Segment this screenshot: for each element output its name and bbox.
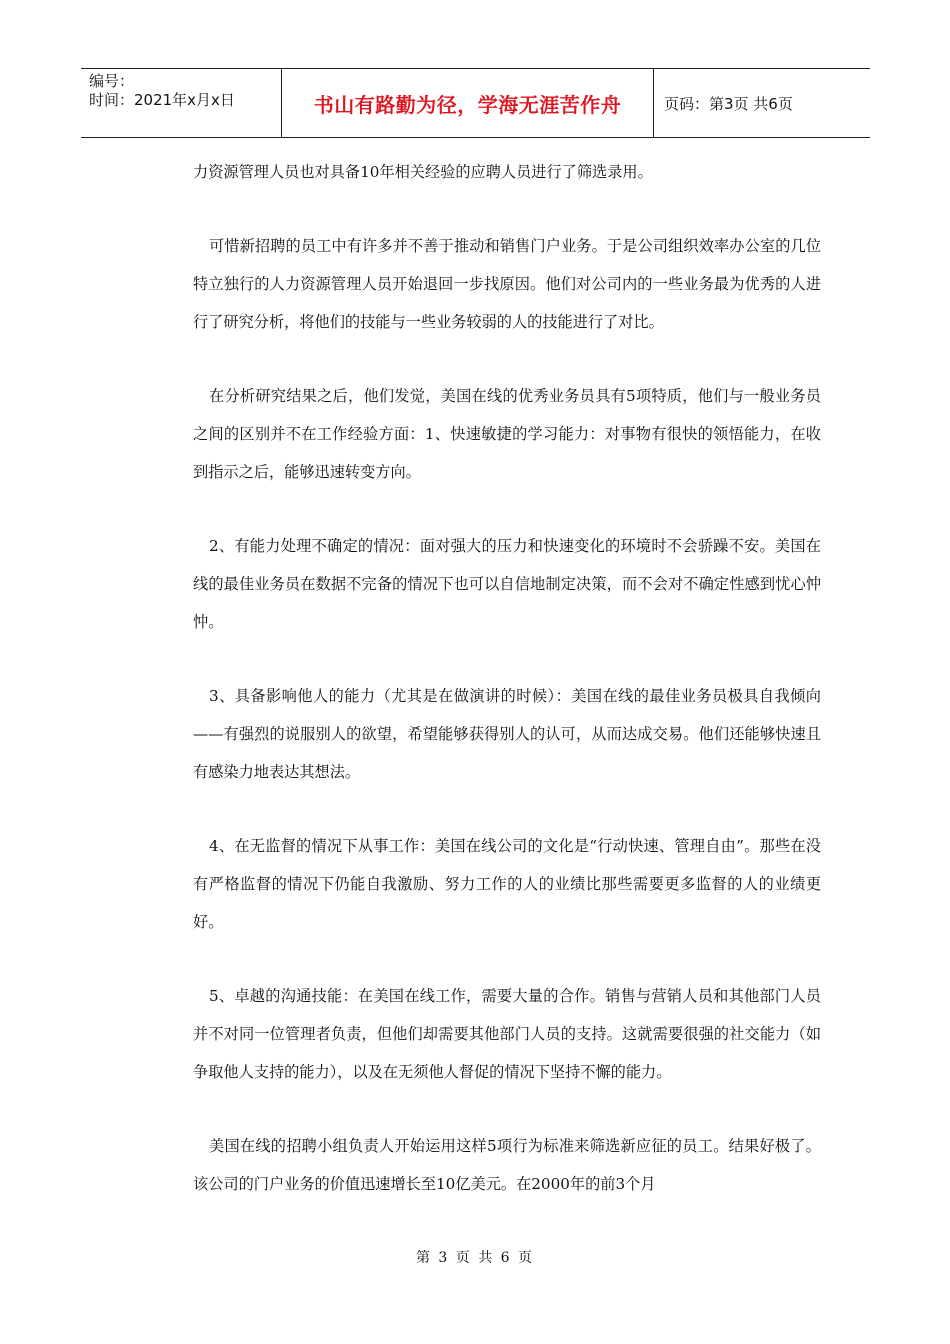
number-label: 编号： <box>89 72 135 90</box>
paragraph: 可惜新招聘的员工中有许多并不善于推动和销售门户业务。于是公司组织效率办公室的几位特立独行的人力资源管理人员开始退回一步找原因。他们对公司内的一些业务最为优秀的人进行了研究分析，将他们的技能与一些业务较弱的人的技能进行了对比。 <box>193 237 821 331</box>
page-footer: 第 3 页 共 6 页 <box>415 1250 535 1266</box>
header-motto: 书山有路勤为径，学海无涯苦作舟 <box>281 69 654 137</box>
body-text <box>193 153 821 1239</box>
paragraph: 在分析研究结果之后，他们发觉，美国在线的优秀业务员具有5项特质，他们与一般业务员之间的区别并不在工作经验方面：1、快速敏捷的学习能力：对事物有很快的领悟能力，在收到指示之后，能够迅速转变方向。 <box>193 387 821 481</box>
paragraph: 5、卓越的沟通技能：在美国在线工作，需要大量的合作。销售与营销人员和其他部门人员并不对同一位管理者负责，但他们却需要其他部门人员的支持。这就需要很强的社交能力（如争取他人支持的能力），以及在无须他人督促的情况下坚持不懈的能力。 <box>193 987 821 1081</box>
header-page-label: 页码：第3页 共6页 <box>664 94 793 113</box>
time-label: 时间：2021年x月x日 <box>89 91 235 109</box>
paragraph: 3、具备影响他人的能力（尤其是在做演讲的时候）：美国在线的最佳业务员极具自我倾向——有强烈的说服别人的欲望，希望能够获得别人的认可，从而达成交易。他们还能够快速且有感染力地表达其想法。 <box>193 687 821 781</box>
paragraph: 4、在无监督的情况下从事工作：美国在线公司的文化是“行动快速、管理自由”。那些在没有严格监督的情况下仍能自我激励、努力工作的人的业绩比那些需要更多监督的人的业绩更好。 <box>193 837 821 931</box>
document-header <box>81 68 870 138</box>
header-meta <box>81 69 281 137</box>
paragraph: 力资源管理人员也对具备10年相关经验的应聘人员进行了筛选录用。 <box>193 163 653 181</box>
paragraph: 美国在线的招聘小组负责人开始运用这样5项行为标准来筛选新应征的员工。结果好极了。该公司的门户业务的价值迅速增长至10亿美元。在2000年的前3个月 <box>193 1137 821 1193</box>
paragraph: 2、有能力处理不确定的情况：面对强大的压力和快速变化的环境时不会骄躁不安。美国在线的最佳业务员在数据不完备的情况下也可以自信地制定决策，而不会对不确定性感到忧心忡忡。 <box>193 537 821 631</box>
